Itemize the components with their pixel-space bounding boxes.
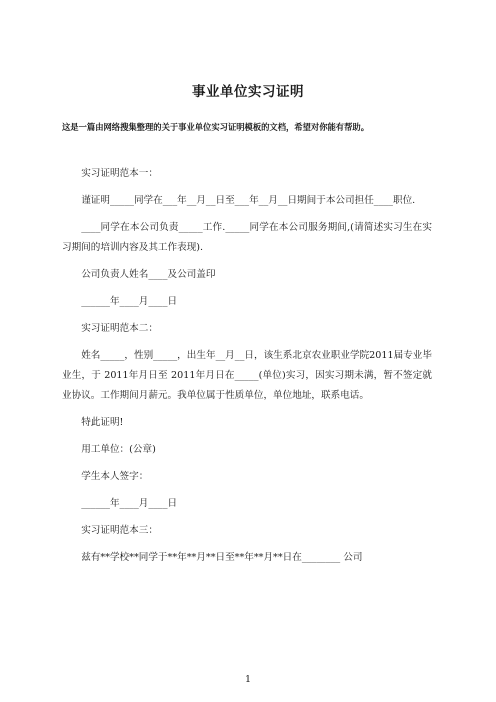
page-number: 1 [244, 674, 252, 685]
paragraph-heading-2: 实习证明范本二： [81, 323, 158, 334]
paragraph: 特此证明! [81, 417, 124, 428]
paragraph: 姓名_____，性别_____，出生年__月__日，该生系北京农业职业学院2011届专业毕业生，于 2011年月日至 2011年月日在_____(单位)实习，因实习期未满，暂不签定就业协议。工作期间月薪元。我单位属于性质单位，单位地址，联系电话。 [62, 350, 432, 401]
paragraph-heading-1: 实习证明范本一： [81, 168, 158, 179]
paragraph: 谨证明_____同学在___年__月__日至___年__月__日期间于本公司担任____职位. [81, 195, 416, 206]
document-body [62, 164, 432, 575]
paragraph: 公司负责人姓名____及公司盖印 [81, 269, 216, 280]
paragraph: ____同学在本公司负责_____工作._____同学在本公司服务期间,(请简述实习生在实习期间的培训内容及其工作表现). [62, 222, 432, 253]
paragraph: 用工单位：(公章) [81, 444, 156, 455]
paragraph-heading-3: 实习证明范本三： [81, 525, 158, 536]
document-intro: 这是一篇由网络搜集整理的关于事业单位实习证明模板的文档，希望对你能有帮助。 [62, 122, 369, 132]
paragraph: 兹有**学校**同学于**年**月**日至**年**月**日在________ 公司 [81, 552, 363, 563]
paragraph-date: ______年____月____日 [81, 296, 178, 307]
paragraph: 学生本人签字： [81, 471, 149, 482]
document-title: 事业单位实习证明 [192, 84, 304, 100]
paragraph-date: ______年____月____日 [81, 498, 178, 509]
